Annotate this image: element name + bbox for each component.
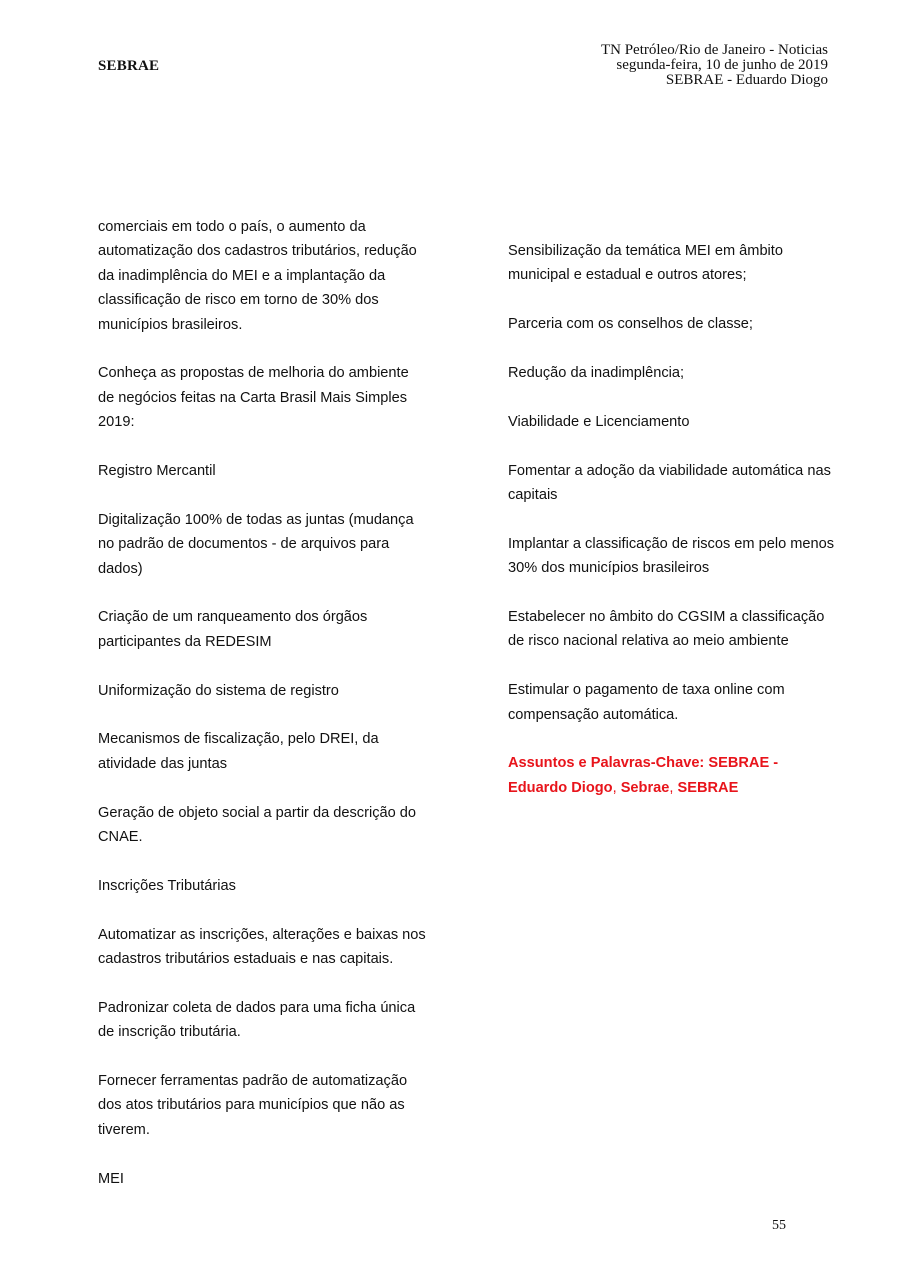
keyword-separator: ,	[669, 779, 678, 796]
keyword-link[interactable]: SEBRAE - Eduardo Diogo	[508, 755, 779, 796]
publication-date: segunda-feira, 10 de junho de 2019	[616, 57, 828, 73]
keyword-link[interactable]: Sebrae	[620, 779, 670, 796]
list-item: Digitalização 100% de todas as juntas (mudança no padrão de documentos - de arquivos para dados)	[98, 511, 414, 577]
paragraph: Conheça as propostas de melhoria do ambiente de negócios feitas na Carta Brasil Mais Simples 2019:	[98, 365, 409, 431]
section-heading: Inscrições Tributárias	[98, 877, 236, 894]
keyword-link[interactable]: SEBRAE	[677, 779, 739, 796]
list-item: Uniformização do sistema de registro	[98, 682, 339, 699]
section-heading: Registro Mercantil	[98, 463, 216, 480]
section-name: SEBRAE - Eduardo Diogo	[665, 72, 828, 88]
source-title: SEBRAE	[98, 58, 160, 74]
right-column	[508, 239, 838, 800]
list-item: Fomentar a adoção da viabilidade automática nas capitais	[508, 462, 831, 503]
list-item: Implantar a classificação de riscos em pelo menos 30% dos municípios brasileiros	[508, 535, 835, 577]
list-item: Padronizar coleta de dados para uma ficha única de inscrição tributária.	[98, 999, 416, 1041]
list-item: Geração de objeto social a partir da descrição do CNAE.	[98, 804, 417, 846]
section-heading: MEI	[98, 1170, 124, 1187]
left-column	[98, 215, 428, 1215]
page-number: 55	[772, 1218, 786, 1233]
list-item: Fornecer ferramentas padrão de automatização dos atos tributários para municípios que não as tiverem.	[98, 1073, 408, 1138]
publication-name: TN Petróleo/Rio de Janeiro - Noticias	[600, 42, 828, 58]
section-heading: Viabilidade e Licenciamento	[508, 413, 690, 430]
list-item: Sensibilização da temática MEI em âmbito municipal e estadual e outros atores;	[508, 243, 783, 284]
list-item: Mecanismos de fiscalização, pelo DREI, da atividade das juntas	[98, 731, 379, 772]
list-item: Criação de um ranqueamento dos órgãos participantes da REDESIM	[98, 609, 368, 650]
list-item: Redução da inadimplência;	[508, 365, 685, 381]
list-item: Estabelecer no âmbito do CGSIM a classificação de risco nacional relativa ao meio ambiente	[508, 609, 825, 650]
list-item: Parceria com os conselhos de classe;	[508, 316, 753, 333]
list-item: Estimular o pagamento de taxa online com compensação automática.	[508, 682, 785, 723]
keywords	[508, 751, 838, 800]
keyword-separator: ,	[612, 779, 621, 796]
paragraph: comerciais em todo o país, o aumento da automatização dos cadastros tributários, redução da inadimplência do MEI e a implantação da classificação de risco em torno de 30% dos municípios brasileiros.	[98, 219, 417, 333]
keywords-label: Assuntos e Palavras-Chave:	[508, 755, 705, 772]
list-item: Automatizar as inscrições, alterações e baixas nos cadastros tributários estaduais e nas capitais.	[98, 926, 426, 968]
header-meta	[601, 43, 828, 88]
